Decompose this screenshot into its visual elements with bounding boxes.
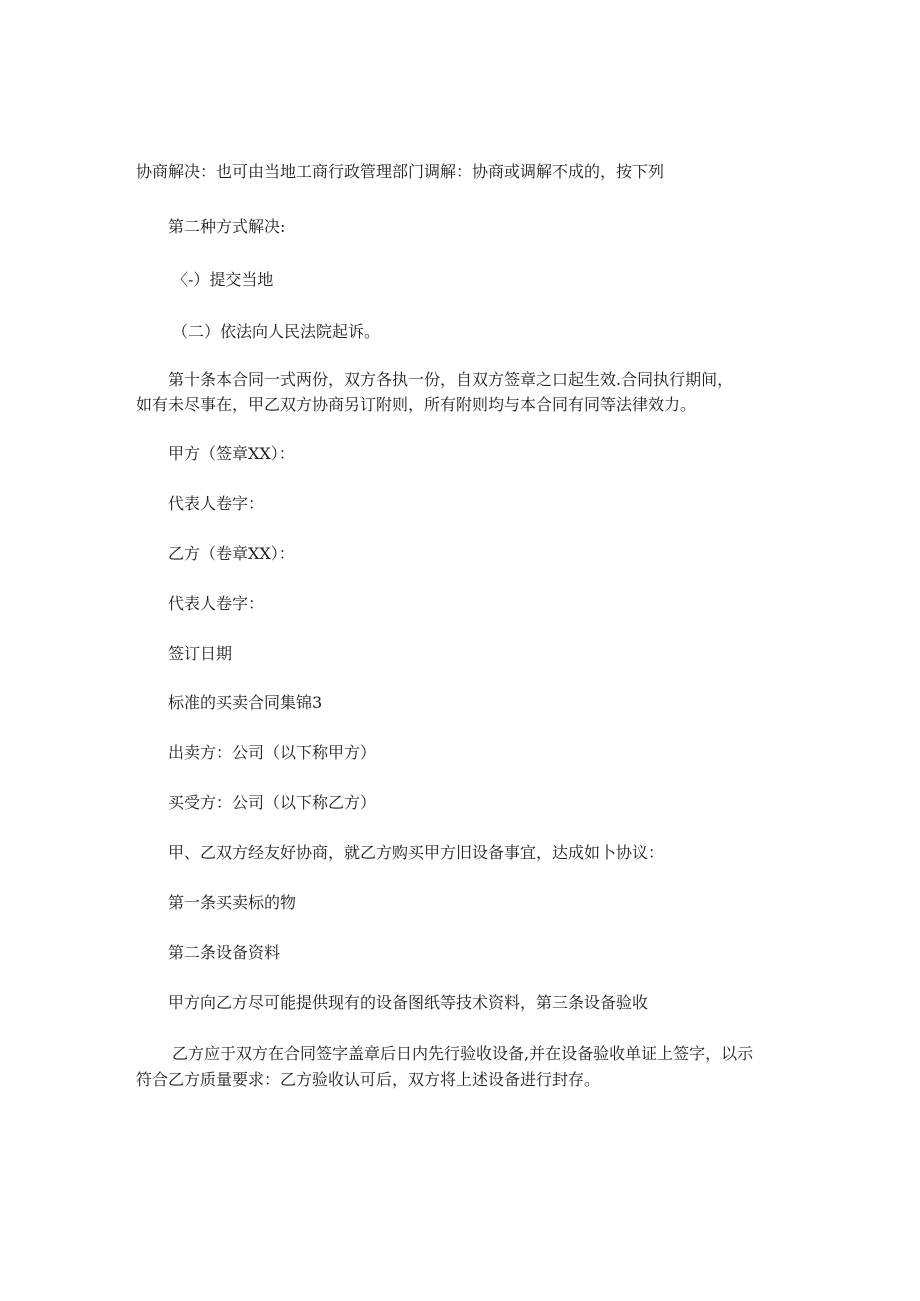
paragraph-acceptance-line2: 符合乙方质量要求：乙方验收认可后，双方将上述设备进行封存。	[136, 1070, 601, 1089]
paragraph-party-a-representative: 代表人卷字：	[168, 494, 265, 513]
paragraph-item-two: （二）依法向人民法院起诉。	[172, 322, 381, 341]
paragraph-item-one: 〈-）提交当地	[172, 270, 274, 289]
paragraph-second-method: 第二种方式解决:	[168, 217, 286, 236]
paragraph-seller: 出卖方：公司（以下称甲方）	[168, 743, 377, 762]
paragraph-technical-data: 甲方向乙方尽可能提供现有的设备图纸等技术资料，第三条设备验收	[168, 993, 649, 1012]
paragraph-party-b-seal: 乙方（卷章XX）：	[168, 544, 295, 563]
paragraph-article-ten-line1: 第十条本合同一式两份，双方各执一份，自双方签章之口起生效.合同执行期间，	[168, 370, 734, 389]
paragraph-dispute-resolution: 协商解决：也可由当地工商行政管理部门调解：协商或调解不成的，按下列	[136, 162, 665, 181]
paragraph-acceptance-line1: 乙方应于双方在合同签字盖章后日内先行验收设备,并在设备验收单证上签字，以示	[172, 1044, 754, 1063]
paragraph-party-b-representative: 代表人卷字：	[168, 594, 265, 613]
paragraph-agreement-intro: 甲、乙双方经友好协商，就乙方购买甲方旧设备事宜，达成如卜协议：	[168, 843, 665, 862]
paragraph-party-a-seal: 甲方（签章XX）：	[168, 444, 295, 463]
section-title: 标准的买卖合同集锦3	[168, 693, 323, 712]
paragraph-article-two: 第二条设备资料	[168, 943, 281, 962]
paragraph-article-one: 第一条买卖标的物	[168, 893, 297, 912]
paragraph-article-ten-line2: 如有未尽事在，甲乙双方协商另订附则，所有附则均与本合同有同等法律效力。	[136, 395, 697, 414]
paragraph-buyer: 买受方：公司（以下称乙方）	[168, 793, 377, 812]
paragraph-signing-date: 签订日期	[168, 644, 233, 663]
